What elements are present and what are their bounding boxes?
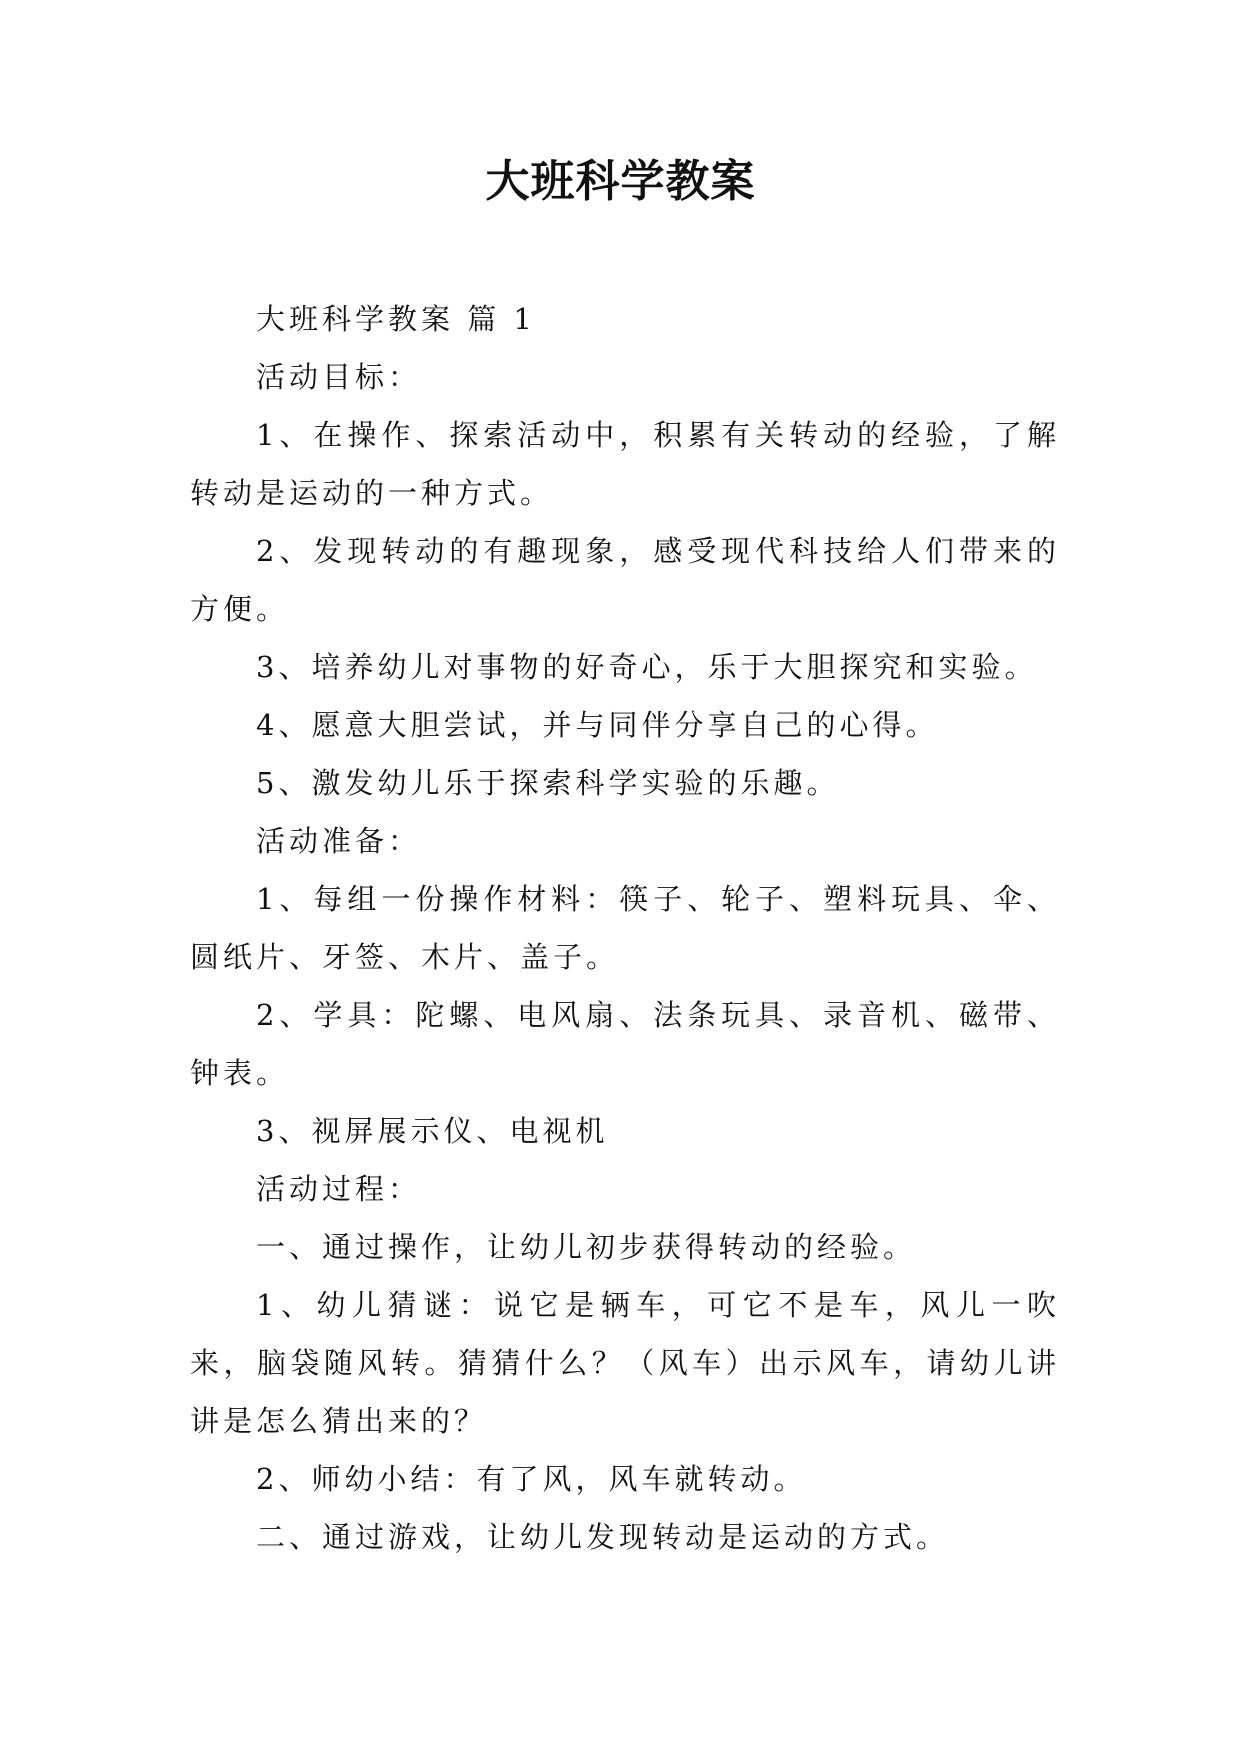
document-body [190, 290, 1060, 1566]
paragraph-preparation-1: 1、每组一份操作材料：筷子、轮子、塑料玩具、伞、圆纸片、牙签、木片、盖子。 [190, 882, 1060, 974]
paragraph-preparation-3: 3、视屏展示仪、电视机 [256, 1114, 609, 1148]
paragraph-section-heading: 大班科学教案 篇 1 [256, 302, 536, 336]
paragraph-process-step-1-2: 2、师幼小结：有了风，风车就转动。 [256, 1462, 807, 1496]
document-title: 大班科学教案 [485, 156, 756, 207]
paragraph-goal-2: 2、发现转动的有趣现象，感受现代科技给人们带来的方便。 [190, 534, 1060, 626]
paragraph-goal-3: 3、培养幼儿对事物的好奇心，乐于大胆探究和实验。 [256, 650, 1038, 684]
paragraph-process-step-1-1: 1、幼儿猜谜：说它是辆车，可它不是车，风儿一吹来，脑袋随风转。猜猜什么？（风车）出示风车，请幼儿讲讲是怎么猜出来的？ [190, 1288, 1060, 1438]
paragraph-preparation-heading: 活动准备： [256, 824, 422, 858]
paragraph-goal-5: 5、激发幼儿乐于探索科学实验的乐趣。 [256, 766, 840, 800]
paragraph-process-step-2: 二、通过游戏，让幼儿发现转动是运动的方式。 [256, 1520, 950, 1554]
paragraph-process-step-1: 一、通过操作，让幼儿初步获得转动的经验。 [256, 1230, 917, 1264]
paragraph-goal-4: 4、愿意大胆尝试，并与同伴分享自己的心得。 [256, 708, 939, 742]
paragraph-preparation-2: 2、学具：陀螺、电风扇、法条玩具、录音机、磁带、钟表。 [190, 998, 1060, 1090]
paragraph-goals-heading: 活动目标： [256, 360, 422, 394]
paragraph-process-heading: 活动过程： [256, 1172, 422, 1206]
paragraph-goal-1: 1、在操作、探索活动中，积累有关转动的经验，了解转动是运动的一种方式。 [190, 418, 1060, 510]
